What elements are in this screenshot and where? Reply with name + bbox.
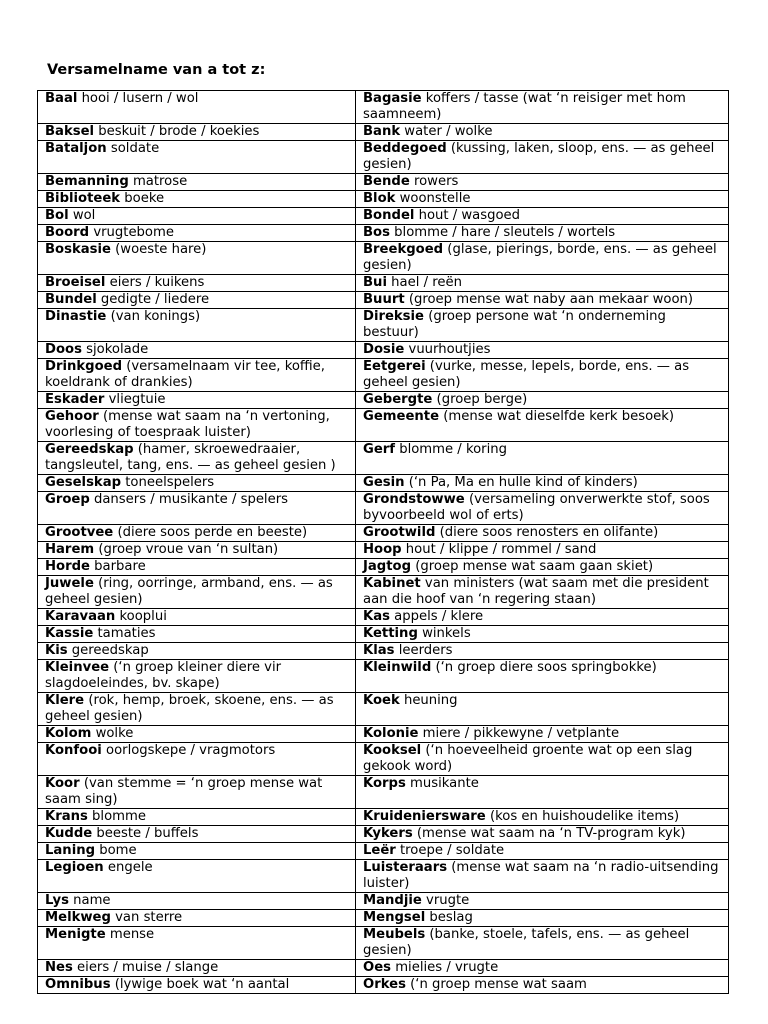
entry-cell-right: [356, 910, 729, 927]
noun-description: rowers: [409, 174, 459, 189]
table-body: [38, 91, 729, 994]
collective-noun: Baksel: [45, 124, 95, 139]
noun-description: (‘n hoeveelheid groente wat op een slag gekook word): [363, 743, 693, 774]
entry-cell-left: [38, 693, 356, 726]
noun-description: hout / klippe / rommel / sand: [401, 542, 597, 557]
entry-cell-left: [38, 208, 356, 225]
noun-description: (kussing, laken, sloop, ens. — as geheel gesien): [363, 141, 715, 172]
noun-description: hael / reën: [386, 275, 462, 290]
entry-cell-left: [38, 726, 356, 743]
noun-description: (groep mense wat saam gaan skiet): [411, 559, 654, 574]
entry-cell-right: [356, 275, 729, 292]
table-row: [38, 693, 729, 726]
noun-description: (mense wat saam na ‘n radio-uitsending luister): [363, 860, 719, 891]
noun-description: (woeste hare): [110, 242, 207, 257]
collective-noun: Mengsel: [363, 910, 426, 925]
noun-description: (kos en huishoudelike items): [485, 809, 680, 824]
collective-noun: Buurt: [363, 292, 405, 307]
entry-cell-left: [38, 342, 356, 359]
collective-noun: Breekgoed: [363, 242, 444, 257]
noun-description: (groep vroue van ‘n sultan): [94, 542, 279, 557]
collective-noun: Gerf: [363, 442, 396, 457]
collective-noun: Laning: [45, 843, 96, 858]
collective-noun: Eskader: [45, 392, 105, 407]
collective-noun: Kooksel: [363, 743, 422, 758]
collective-noun: Dinastie: [45, 309, 107, 324]
noun-description: (mense wat saam na ‘n TV-program kyk): [412, 826, 686, 841]
entry-cell-right: [356, 309, 729, 342]
noun-description: beslag: [425, 910, 473, 925]
noun-description: (van konings): [106, 309, 201, 324]
noun-description: blomme: [87, 809, 146, 824]
entry-cell-left: [38, 542, 356, 559]
collective-noun: Koor: [45, 776, 80, 791]
collective-noun: Bui: [363, 275, 387, 290]
collective-noun: Boord: [45, 225, 90, 240]
noun-description: soldate: [106, 141, 160, 156]
table-row: [38, 475, 729, 492]
entry-cell-right: [356, 726, 729, 743]
noun-description: (diere soos renosters en olifante): [435, 525, 659, 540]
collective-noun: Direksie: [363, 309, 424, 324]
entry-cell-left: [38, 809, 356, 826]
entry-cell-left: [38, 525, 356, 542]
entry-cell-left: [38, 643, 356, 660]
noun-description: koffers / tasse (wat ‘n reisiger met hom saamneem): [363, 91, 686, 122]
collective-noun: Oes: [363, 960, 392, 975]
table-row: [38, 208, 729, 225]
collective-noun: Korps: [363, 776, 406, 791]
collective-noun: Bank: [363, 124, 401, 139]
noun-description: mense: [105, 927, 155, 942]
table-row: [38, 342, 729, 359]
entry-cell-left: [38, 826, 356, 843]
collective-noun: Grondstowwe: [363, 492, 465, 507]
entry-cell-right: [356, 542, 729, 559]
table-row: [38, 660, 729, 693]
entry-cell-right: [356, 342, 729, 359]
entry-cell-right: [356, 359, 729, 392]
noun-description: (‘n groep mense wat saam: [405, 977, 587, 992]
noun-description: vuurhoutjies: [404, 342, 491, 357]
table-row: [38, 442, 729, 475]
entry-cell-left: [38, 576, 356, 609]
table-row: [38, 776, 729, 809]
noun-description: (banke, stoele, tafels, ens. — as geheel gesien): [363, 927, 690, 958]
collective-noun: Jagtog: [363, 559, 412, 574]
noun-description: leerders: [394, 643, 453, 658]
collective-noun: Dosie: [363, 342, 405, 357]
collective-noun: Juwele: [45, 576, 94, 591]
entry-cell-right: [356, 776, 729, 809]
collective-noun: Doos: [45, 342, 82, 357]
collective-noun: Boskasie: [45, 242, 111, 257]
collective-noun: Nes: [45, 960, 73, 975]
collective-noun: Kleinwild: [363, 660, 432, 675]
noun-description: (lywige boek wat ‘n aantal: [110, 977, 290, 992]
noun-description: wol: [68, 208, 96, 223]
noun-description: kooplui: [115, 609, 167, 624]
collective-noun: Baal: [45, 91, 78, 106]
entry-cell-right: [356, 225, 729, 242]
noun-description: (‘n Pa, Ma en hulle kind of kinders): [404, 475, 638, 490]
collective-noun: Gebergte: [363, 392, 433, 407]
collective-noun: Koek: [363, 693, 400, 708]
collective-noun: Drinkgoed: [45, 359, 123, 374]
table-row: [38, 542, 729, 559]
collective-noun: Luisteraars: [363, 860, 448, 875]
noun-description: eiers / kuikens: [105, 275, 205, 290]
table-row: [38, 525, 729, 542]
table-row: [38, 359, 729, 392]
table-row: [38, 860, 729, 893]
noun-description: (versamelnaam vir tee, koffie, koeldrank of drankies): [45, 359, 325, 390]
collective-noun: Bol: [45, 208, 69, 223]
table-row: [38, 409, 729, 442]
collective-noun: Kleinvee: [45, 660, 110, 675]
entry-cell-left: [38, 359, 356, 392]
collective-noun: Bagasie: [363, 91, 422, 106]
entry-cell-right: [356, 626, 729, 643]
entry-cell-right: [356, 826, 729, 843]
noun-description: (groep berge): [432, 392, 528, 407]
entry-cell-right: [356, 392, 729, 409]
collective-noun: Hoop: [363, 542, 402, 557]
entry-cell-left: [38, 626, 356, 643]
noun-description: blomme / koring: [395, 442, 507, 457]
collective-noun: Karavaan: [45, 609, 116, 624]
table-row: [38, 809, 729, 826]
entry-cell-right: [356, 475, 729, 492]
noun-description: oorlogskepe / vragmotors: [101, 743, 276, 758]
entry-cell-left: [38, 392, 356, 409]
collective-noun: Bondel: [363, 208, 415, 223]
table-row: [38, 609, 729, 626]
noun-description: hooi / lusern / wol: [77, 91, 199, 106]
table-row: [38, 743, 729, 776]
collective-noun: Kas: [363, 609, 390, 624]
noun-description: (groep persone wat ‘n onderneming bestuur): [363, 309, 666, 340]
noun-description: tamaties: [93, 626, 156, 641]
entry-cell-left: [38, 124, 356, 141]
entry-cell-right: [356, 843, 729, 860]
table-row: [38, 392, 729, 409]
noun-description: dansers / musikante / spelers: [89, 492, 289, 507]
entry-cell-left: [38, 492, 356, 525]
entry-cell-right: [356, 91, 729, 124]
noun-description: heuning: [399, 693, 458, 708]
entry-cell-right: [356, 893, 729, 910]
noun-description: bome: [95, 843, 137, 858]
entry-cell-left: [38, 893, 356, 910]
entry-cell-left: [38, 743, 356, 776]
collective-noun: Gemeente: [363, 409, 440, 424]
collective-noun: Bundel: [45, 292, 97, 307]
entry-cell-right: [356, 525, 729, 542]
entry-cell-right: [356, 643, 729, 660]
entry-cell-left: [38, 174, 356, 191]
collective-noun: Bende: [363, 174, 410, 189]
noun-description: winkels: [417, 626, 471, 641]
entry-cell-right: [356, 927, 729, 960]
collective-noun: Legioen: [45, 860, 104, 875]
entry-cell-left: [38, 442, 356, 475]
noun-description: (ring, oorringe, armband, ens. — as geheel gesien): [45, 576, 333, 607]
collective-noun: Orkes: [363, 977, 406, 992]
collective-noun: Kolonie: [363, 726, 419, 741]
noun-description: sjokolade: [81, 342, 149, 357]
noun-description: appels / klere: [389, 609, 484, 624]
table-row: [38, 893, 729, 910]
collective-noun: Lys: [45, 893, 69, 908]
noun-description: (‘n groep kleiner diere vir slagdoeleindes, bv. skape): [45, 660, 282, 691]
noun-description: beeste / buffels: [92, 826, 199, 841]
noun-description: (rok, hemp, broek, skoene, ens. — as geheel gesien): [45, 693, 334, 724]
collective-noun: Kabinet: [363, 576, 421, 591]
entry-cell-right: [356, 292, 729, 309]
collective-noun: Kis: [45, 643, 68, 658]
entry-cell-right: [356, 409, 729, 442]
noun-description: beskuit / brode / koekies: [94, 124, 260, 139]
page-title: Versamelname van a tot z:: [47, 62, 266, 78]
noun-description: hout / wasgoed: [414, 208, 521, 223]
collective-noun: Blok: [363, 191, 396, 206]
noun-description: (mense wat dieselfde kerk besoek): [439, 409, 675, 424]
collective-noun: Gesin: [363, 475, 405, 490]
collective-noun: Konfooi: [45, 743, 102, 758]
table-row: [38, 191, 729, 208]
noun-description: eiers / muise / slange: [72, 960, 219, 975]
collective-noun: Omnibus: [45, 977, 111, 992]
entry-cell-left: [38, 141, 356, 174]
noun-description: vliegtuie: [104, 392, 166, 407]
noun-description: mielies / vrugte: [391, 960, 499, 975]
table-row: [38, 141, 729, 174]
noun-description: (glase, pierings, borde, ens. — as geheel gesien): [363, 242, 717, 273]
table-row: [38, 826, 729, 843]
noun-description: (versameling onverwerkte stof, soos byvoorbeeld wol of erts): [363, 492, 710, 523]
entry-cell-left: [38, 191, 356, 208]
entry-cell-left: [38, 977, 356, 994]
entry-cell-right: [356, 809, 729, 826]
collective-noun: Bos: [363, 225, 390, 240]
collective-noun: Menigte: [45, 927, 106, 942]
entry-cell-right: [356, 442, 729, 475]
noun-description: name: [68, 893, 111, 908]
entry-cell-right: [356, 174, 729, 191]
entry-cell-left: [38, 776, 356, 809]
table-row: [38, 643, 729, 660]
table-row: [38, 977, 729, 994]
entry-cell-left: [38, 960, 356, 977]
table-row: [38, 726, 729, 743]
entry-cell-left: [38, 843, 356, 860]
table-row: [38, 275, 729, 292]
collective-noun: Krans: [45, 809, 88, 824]
collective-noun: Klere: [45, 693, 85, 708]
entry-cell-right: [356, 977, 729, 994]
collective-noun: Kolom: [45, 726, 92, 741]
collective-noun: Kassie: [45, 626, 94, 641]
entry-cell-left: [38, 609, 356, 626]
noun-description: troepe / soldate: [395, 843, 505, 858]
entry-cell-right: [356, 576, 729, 609]
entry-cell-left: [38, 927, 356, 960]
noun-description: van sterre: [110, 910, 183, 925]
noun-description: boeke: [120, 191, 165, 206]
noun-description: (groep mense wat naby aan mekaar woon): [404, 292, 694, 307]
entry-cell-left: [38, 292, 356, 309]
collective-noun: Kudde: [45, 826, 93, 841]
collective-noun: Broeisel: [45, 275, 106, 290]
noun-description: (vurke, messe, lepels, borde, ens. — as geheel gesien): [363, 359, 690, 390]
table-row: [38, 124, 729, 141]
entry-cell-left: [38, 275, 356, 292]
collective-nouns-table: [37, 90, 729, 994]
collective-noun: Bemanning: [45, 174, 129, 189]
noun-description: musikante: [405, 776, 479, 791]
table-row: [38, 843, 729, 860]
entry-cell-right: [356, 559, 729, 576]
noun-description: (van stemme = ‘n groep mense wat saam sing): [45, 776, 323, 807]
collective-noun: Ketting: [363, 626, 418, 641]
noun-description: (mense wat saam na ‘n vertoning, voorlesing of toespraak luister): [45, 409, 330, 440]
collective-noun: Melkweg: [45, 910, 111, 925]
noun-description: vrugtebome: [89, 225, 174, 240]
noun-description: engele: [103, 860, 153, 875]
entry-cell-right: [356, 609, 729, 626]
table-row: [38, 91, 729, 124]
table-row: [38, 242, 729, 275]
table-row: [38, 910, 729, 927]
noun-description: gereedskap: [67, 643, 149, 658]
collective-noun: Eetgerei: [363, 359, 426, 374]
entry-cell-left: [38, 910, 356, 927]
entry-cell-left: [38, 91, 356, 124]
collective-noun: Groep: [45, 492, 90, 507]
entry-cell-left: [38, 309, 356, 342]
collective-noun: Leër: [363, 843, 396, 858]
table-row: [38, 225, 729, 242]
table-row: [38, 309, 729, 342]
noun-description: (hamer, skroewedraaier, tangsleutel, tang, ens. — as geheel gesien ): [45, 442, 336, 473]
noun-description: blomme / hare / sleutels / wortels: [389, 225, 616, 240]
table-row: [38, 960, 729, 977]
collective-noun: Mandjie: [363, 893, 422, 908]
noun-description: vrugte: [421, 893, 470, 908]
entry-cell-right: [356, 693, 729, 726]
collective-noun: Harem: [45, 542, 95, 557]
collective-noun: Horde: [45, 559, 90, 574]
entry-cell-right: [356, 743, 729, 776]
collective-noun: Klas: [363, 643, 395, 658]
collective-noun: Grootvee: [45, 525, 114, 540]
entry-cell-left: [38, 660, 356, 693]
noun-description: gedigte / liedere: [96, 292, 210, 307]
table-row: [38, 927, 729, 960]
collective-noun: Grootwild: [363, 525, 436, 540]
collective-noun: Gehoor: [45, 409, 99, 424]
collective-noun: Kykers: [363, 826, 413, 841]
entry-cell-left: [38, 242, 356, 275]
entry-cell-left: [38, 225, 356, 242]
noun-description: woonstelle: [395, 191, 471, 206]
noun-description: matrose: [128, 174, 188, 189]
noun-description: van ministers (wat saam met die president aan die hoof van ‘n regering staan): [363, 576, 709, 607]
noun-description: (diere soos perde en beeste): [113, 525, 308, 540]
collective-noun: Bataljon: [45, 141, 107, 156]
table-row: [38, 576, 729, 609]
noun-description: barbare: [89, 559, 146, 574]
noun-description: water / wolke: [400, 124, 493, 139]
entry-cell-left: [38, 475, 356, 492]
entry-cell-right: [356, 960, 729, 977]
entry-cell-right: [356, 860, 729, 893]
entry-cell-right: [356, 242, 729, 275]
entry-cell-right: [356, 492, 729, 525]
entry-cell-right: [356, 191, 729, 208]
table-row: [38, 626, 729, 643]
entry-cell-right: [356, 124, 729, 141]
collective-noun: Beddegoed: [363, 141, 447, 156]
entry-cell-right: [356, 141, 729, 174]
table-row: [38, 292, 729, 309]
collective-noun: Biblioteek: [45, 191, 121, 206]
entry-cell-left: [38, 860, 356, 893]
collective-noun: Geselskap: [45, 475, 122, 490]
table-row: [38, 174, 729, 191]
collective-noun: Kruideniersware: [363, 809, 486, 824]
collective-noun: Meubels: [363, 927, 426, 942]
noun-description: wolke: [91, 726, 134, 741]
entry-cell-right: [356, 660, 729, 693]
noun-description: (‘n groep diere soos springbokke): [431, 660, 657, 675]
collective-noun: Gereedskap: [45, 442, 134, 457]
entry-cell-left: [38, 559, 356, 576]
noun-description: miere / pikkewyne / vetplante: [418, 726, 620, 741]
table-row: [38, 559, 729, 576]
entry-cell-right: [356, 208, 729, 225]
table-row: [38, 492, 729, 525]
entry-cell-left: [38, 409, 356, 442]
noun-description: toneelspelers: [121, 475, 215, 490]
